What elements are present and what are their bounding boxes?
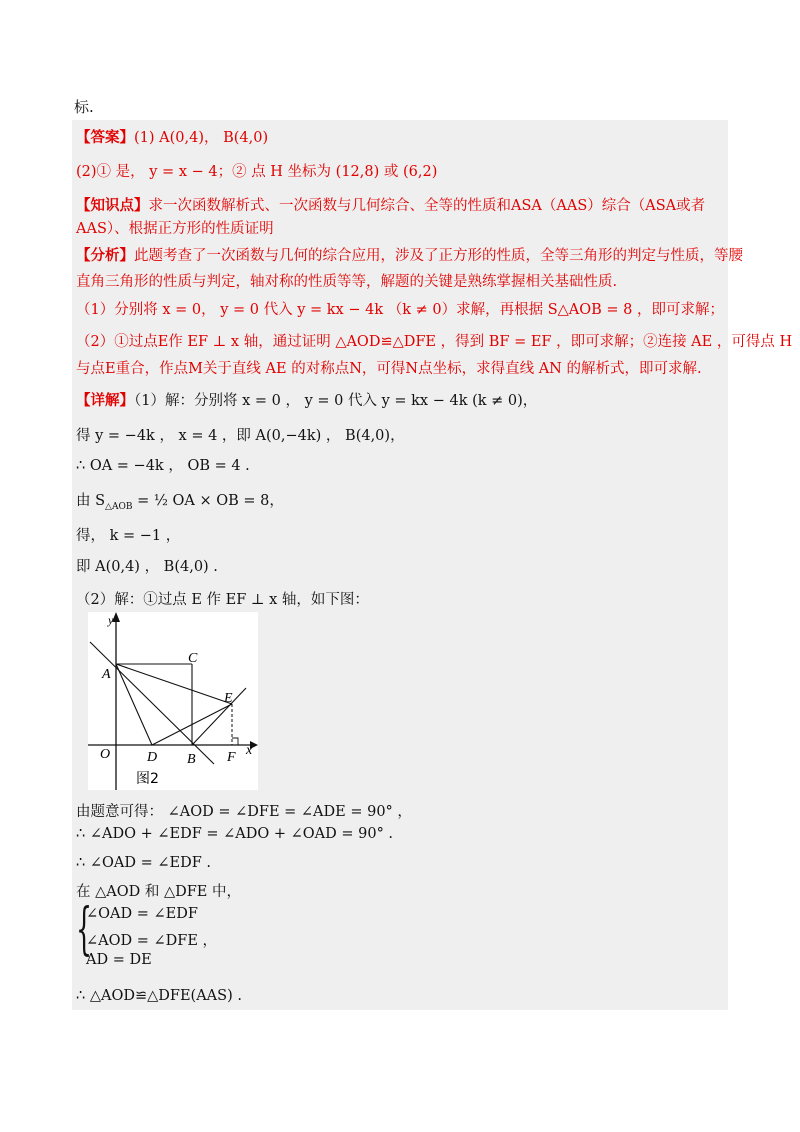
detail-line-12: ∴ △AOD≌△DFE(AAS) .	[76, 988, 242, 1004]
label-y: y	[108, 613, 114, 627]
analysis-1: 此题考查了一次函数与几何的综合应用，涉及了正方形的性质，全等三角形的判定与性质，等腰	[134, 248, 743, 264]
system-brace: {	[76, 897, 93, 962]
detail-tag: 【详解】	[76, 392, 134, 409]
analysis-tag: 【分析】	[76, 247, 134, 264]
system-line-1: ∠OAD = ∠EDF	[86, 906, 198, 922]
lead-text: 标.	[74, 98, 94, 116]
analysis-line-1	[76, 244, 743, 265]
label-C: C	[188, 651, 198, 666]
right-angle-mark	[232, 738, 238, 745]
detail-line-10: ∴ ∠OAD = ∠EDF .	[76, 855, 211, 871]
detail-4-pre: 由 S	[76, 493, 106, 509]
system-line-2: ∠AOD = ∠DFE ，	[86, 933, 218, 949]
detail-line-2: 得 y = −4k ， x = 4 ，即 A(0,−4k) ， B(4,0)，	[76, 428, 405, 444]
detail-line-7: （2）解：①过点 E 作 EF ⊥ x 轴，如下图：	[76, 592, 369, 608]
detail-line-6: 即 A(0,4) ， B(4,0) .	[76, 559, 218, 575]
answer-line-1	[76, 126, 268, 147]
figure-caption: 图2	[136, 771, 159, 787]
knowledge-1: 求一次函数解析式、一次函数与几何综合、全等的性质和ASA（AAS）综合（ASA或者	[148, 198, 706, 214]
line-BE	[192, 688, 246, 745]
detail-line-8: 由题意可得： ∠AOD = ∠DFE = ∠ADE = 90° ，	[76, 804, 412, 820]
detail-line-9: ∴ ∠ADO + ∠EDF = ∠ADO + ∠OAD = 90° .	[76, 826, 394, 842]
analysis-line-4: （2）①过点E作 EF ⊥ x 轴，通过证明 △AOD≌△DFE ，得到 BF = EF ，即可求解；②连接 AE ，可得点 H	[76, 334, 793, 350]
detail-line-5: 得， k = −1 ，	[76, 528, 181, 544]
label-O: O	[100, 747, 111, 762]
answer-line-2: (2)① 是， y = x − 4；② 点 H 坐标为 (12,8) 或 (6,2)	[76, 164, 438, 180]
label-E: E	[224, 691, 233, 706]
knowledge-tag: 【知识点】	[76, 197, 149, 214]
detail-4-sub: △AOB	[105, 501, 133, 512]
analysis-line-2: 直角三角形的性质与判定，轴对称的性质等等，解题的关键是熟练掌握相关基础性质.	[76, 274, 618, 290]
analysis-line-3: （1）分别将 x = 0， y = 0 代入 y = kx − 4k （k ≠ 0）求解，再根据 S△AOB = 8 ，即可求解；	[76, 302, 725, 318]
detail-1: （1）解：分别将 x = 0 ， y = 0 代入 y = kx − 4k (k ≠ 0)，	[134, 393, 538, 409]
knowledge-line-1	[76, 194, 705, 215]
knowledge-line-2: AAS）、根据正方形的性质证明	[76, 221, 274, 237]
answer-tag: 【答案】	[76, 129, 134, 146]
figure-2	[88, 612, 258, 790]
detail-line-3: ∴ OA = −4k ， OB = 4 .	[76, 458, 250, 474]
detail-4-post: = ½ OA × OB = 8，	[132, 493, 284, 509]
label-x: x	[246, 743, 253, 758]
segment-AD	[116, 664, 152, 745]
label-F: F	[227, 750, 236, 765]
answer-1: (1) A(0,4)， B(4,0)	[134, 130, 269, 146]
detail-line-11: 在 △AOD 和 △DFE 中，	[76, 884, 241, 900]
label-D: D	[147, 750, 158, 765]
figure-2-svg	[88, 612, 258, 790]
detail-line-4	[76, 489, 284, 512]
system-line-3: AD = DE	[86, 952, 152, 968]
label-B: B	[187, 752, 196, 767]
detail-line-1	[76, 389, 537, 410]
label-A: A	[102, 667, 111, 682]
analysis-line-5: 与点E重合，作点M关于直线 AE 的对称点N，可得N点坐标，求得直线 AN 的解析式，即可求解.	[76, 361, 702, 377]
